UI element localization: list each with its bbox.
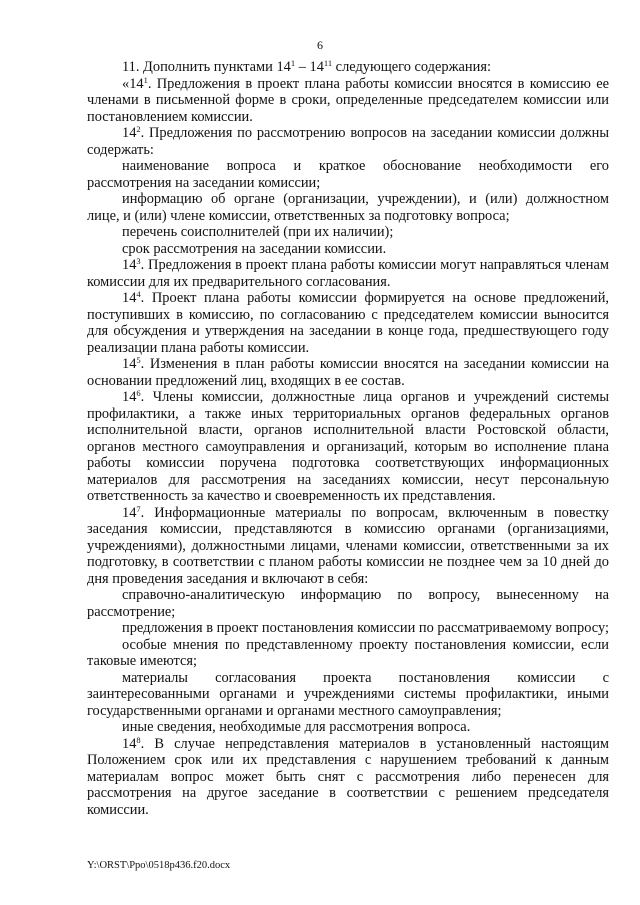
paragraph-14-2: $14^2$. Предложения по рассмотрению вопросов на заседании комиссии должны содержать:: [87, 124, 609, 158]
paragraph-14-4: $14^4$. Проект плана работы комиссии формируется на основе предложений, поступивших в комиссию, по согласованию с председателем комиссии выносится для обсуждения и утверждения на заседании в конце года, предшествующего году реализации плана работы комиссии.: [87, 289, 609, 356]
file-path-footer: Y:\ORST\Ppo\0518p436.f20.docx: [87, 860, 231, 871]
list-item: наименование вопроса и краткое обоснование необходимости его рассмотрения на заседании комиссии;: [87, 158, 609, 191]
list-item: иные сведения, необходимые для рассмотрения вопроса.: [122, 719, 471, 735]
paragraph-14-6: $14^6$. Члены комиссии, должностные лица органов и учреждений системы профилактики, а также иных территориальных органов федеральных органов исполнительной власти, органов исполнительной власти Ростовской области, органов местного самоуправления и организаций, которым во исполнение плана работы комиссии поручена подготовка соответствующих информационных материалов для рассмотрения на заседаниях комиссии, несут персональную ответственность за качество и своевременность их представления.: [87, 388, 609, 504]
paragraph-14-3: $14^3$. Предложения в проект плана работы комиссии могут направляться членам комиссии для их предварительного согласования.: [87, 256, 609, 290]
list-item: предложения в проект постановления комиссии по рассматриваемому вопросу;: [122, 620, 609, 636]
paragraph-11-intro: 11. Дополнить пунктами $14^1 - 14^{11}$ следующего содержания:: [122, 58, 491, 75]
list-item: срок рассмотрения на заседании комиссии.: [122, 240, 387, 257]
paragraph-14-1: «$14^1$. Предложения в проект плана работы комиссии вносятся в комиссию ее членами в письменной форме в сроки, определенные председателем комиссии или постановлением комиссии.: [87, 74, 609, 125]
list-item: особые мнения по представленному проекту постановления комиссии, если таковые имеются;: [87, 636, 609, 669]
list-item: перечень соисполнителей (при их наличии);: [122, 224, 394, 240]
list-item: информацию об органе (организации, учреждении), и (или) должностном лице, и (или) члене комиссии, ответственных за подготовку вопроса;: [87, 191, 609, 224]
paragraph-14-7: $14^7$. Информационные материалы по вопросам, включенным в повестку заседания комиссии, представляются в комиссию органами (организациями, учреждениями), должностными лицами, членами комиссии, ответственными за их подготовку, в соответствии с планом работы комиссии не позднее чем за 10 дней до дня проведения заседания и включают в себя:: [87, 503, 609, 587]
paragraph-14-5: $14^5$. Изменения в план работы комиссии вносятся на заседании комиссии на основании предложений лиц, входящих в ее состав.: [87, 355, 609, 389]
page-number: 6: [317, 38, 323, 52]
document-body: [87, 59, 609, 818]
paragraph-14-8: $14^8$. В случае непредставления материалов в установленный настоящим Положением срок или их представления с нарушением требований к данным материалам вопрос может быть снят с рассмотрения либо перенесен для рассмотрения на другое заседание в соответствии с решением председателя комиссии.: [87, 734, 609, 818]
list-item: материалы согласования проекта постановления комиссии с заинтересованными органами и учреждениями системы профилактики, иными государственными органами и органами местного самоуправления;: [87, 669, 609, 719]
list-item: справочно-аналитическую информацию по вопросу, вынесенному на рассмотрение;: [87, 587, 609, 620]
